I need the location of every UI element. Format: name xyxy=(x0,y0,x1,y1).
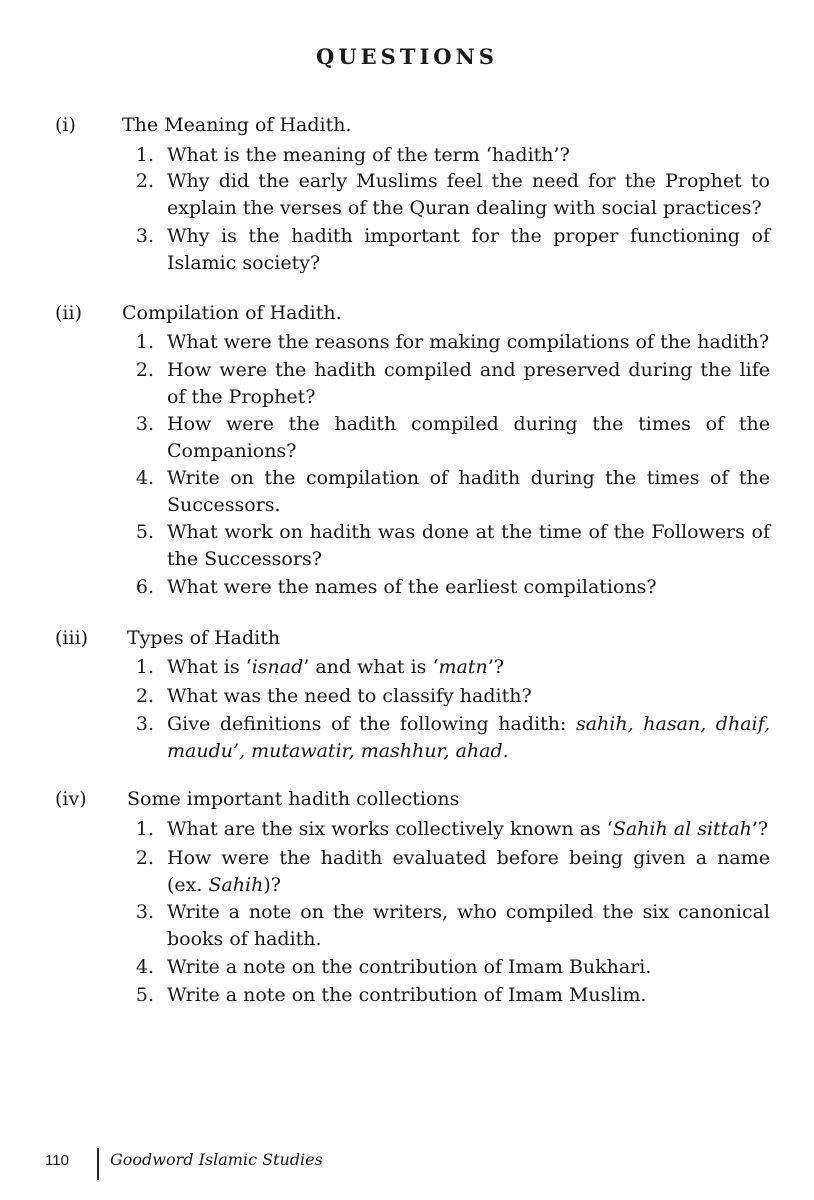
question-number: 5. xyxy=(135,984,154,1006)
question-text: What work on hadith was done at the time of the Followers of the Successors? xyxy=(167,521,770,570)
question-item xyxy=(130,982,770,1009)
question-number: 3. xyxy=(135,413,154,435)
question-item xyxy=(130,223,770,277)
question-text: Give definitions of the following hadith: sahih, hasan, dhaif, maudu’, mutawatir, mashhur, ahad. xyxy=(167,713,770,762)
page-footer xyxy=(0,1148,814,1180)
question-text: Write a note on the writers, who compiled the six canonical books of hadith. xyxy=(167,901,770,950)
section-number: (ii) xyxy=(55,302,82,324)
question-text: What are the six works collectively known as ‘Sahih al sittah’? xyxy=(167,818,769,840)
question-item xyxy=(130,329,770,356)
question-item xyxy=(130,654,770,681)
question-number: 2. xyxy=(135,170,154,192)
question-text: How were the hadith compiled during the times of the Companions? xyxy=(167,413,770,462)
section-title: Some important hadith collections xyxy=(127,788,460,810)
section-title: Types of Hadith xyxy=(127,627,281,649)
question-number: 3. xyxy=(135,901,154,923)
question-number: 2. xyxy=(135,359,154,381)
question-item xyxy=(130,899,770,953)
section-number: (i) xyxy=(55,114,76,136)
question-text: What was the need to classify hadith? xyxy=(167,685,532,707)
question-item xyxy=(130,168,770,222)
question-number: 4. xyxy=(135,956,154,978)
question-item xyxy=(130,683,770,710)
section-title: The Meaning of Hadith. xyxy=(122,114,352,136)
question-text: Write a note on the contribution of Imam Bukhari. xyxy=(167,956,652,978)
section-title: Compilation of Hadith. xyxy=(122,302,342,324)
question-item xyxy=(130,357,770,411)
page-title: QUESTIONS xyxy=(316,44,498,69)
question-text: What is the meaning of the term ‘hadith’? xyxy=(167,144,570,166)
question-text: Write on the compilation of hadith during the times of the Successors. xyxy=(167,467,770,516)
question-number: 4. xyxy=(135,467,154,489)
question-number: 2. xyxy=(135,685,154,707)
question-number: 2. xyxy=(135,847,154,869)
section-number: (iv) xyxy=(55,788,87,810)
question-number: 1. xyxy=(135,144,154,166)
question-number: 1. xyxy=(135,656,154,678)
question-text: What were the reasons for making compilations of the hadith? xyxy=(167,331,770,353)
question-text: What were the names of the earliest compilations? xyxy=(167,576,657,598)
question-item xyxy=(130,845,770,899)
question-number: 3. xyxy=(135,225,154,247)
book-title: Goodword Islamic Studies xyxy=(110,1150,323,1169)
question-item xyxy=(130,816,770,843)
question-item xyxy=(130,411,770,465)
question-number: 6. xyxy=(135,576,154,598)
question-text: Why is the hadith important for the proper functioning of Islamic society? xyxy=(167,225,770,274)
question-number: 5. xyxy=(135,521,154,543)
question-text: How were the hadith evaluated before being given a name (ex. Sahih)? xyxy=(167,847,770,896)
question-text: Why did the early Muslims feel the need for the Prophet to explain the verses of the Quran dealing with social practices? xyxy=(167,170,770,219)
section-number: (iii) xyxy=(55,627,89,649)
question-number: 1. xyxy=(135,331,154,353)
question-item xyxy=(130,711,770,765)
question-text: Write a note on the contribution of Imam Muslim. xyxy=(167,984,647,1006)
page-number: 110 xyxy=(45,1152,69,1169)
question-item xyxy=(130,954,770,981)
question-number: 1. xyxy=(135,818,154,840)
question-item xyxy=(130,465,770,519)
footer-divider xyxy=(97,1148,99,1180)
question-number: 3. xyxy=(135,713,154,735)
question-item xyxy=(130,519,770,573)
question-item xyxy=(130,574,770,601)
question-item xyxy=(130,142,770,169)
question-text: How were the hadith compiled and preserved during the life of the Prophet? xyxy=(167,359,770,408)
question-text: What is ‘isnad’ and what is ‘matn’? xyxy=(167,656,504,678)
